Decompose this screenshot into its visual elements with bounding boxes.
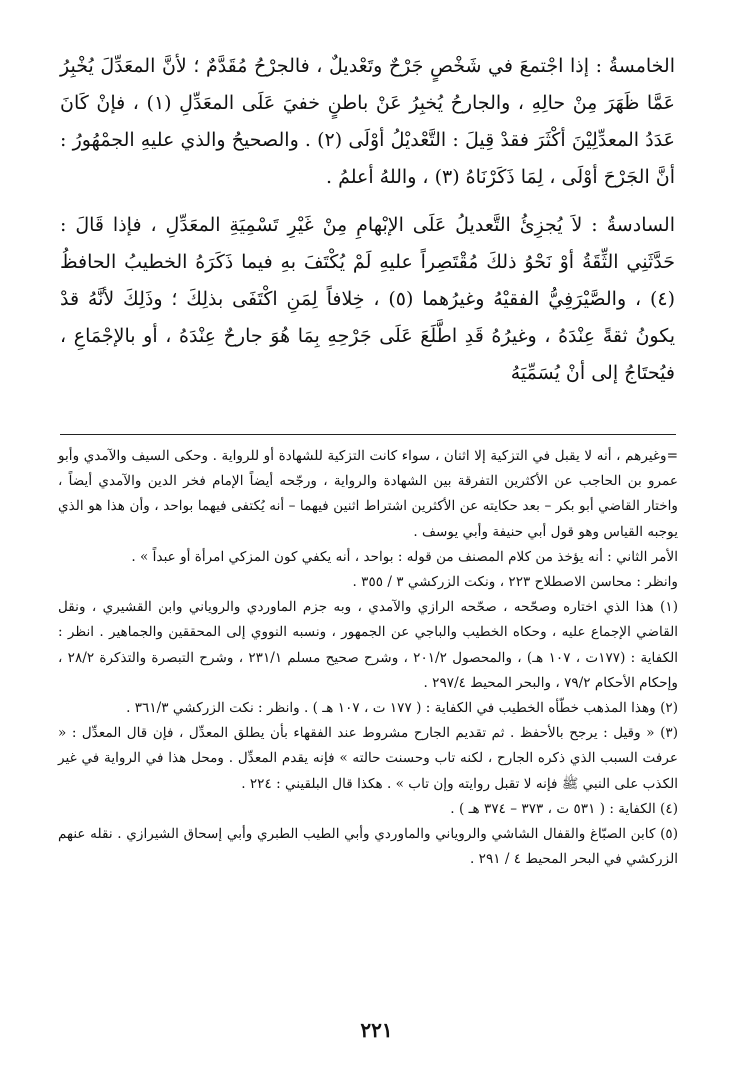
footnote-continuation: =وغيرهم ، أنه لا يقبل في التزكية إلا اثنان ، سواء كانت التزكية للشهادة أو للرواية . وحكى السيف والآمدي وأبو عمرو بن الحاجب عن الأكثرين التفرقة بين الشهادة والرواية ، ورجّحه أيضاً الإمام فخر الدين والآمدي أيضاً ، واختار القاضي أبو بكر – بعد حكايته عن الأكثرين اشتراط اثنين فيهما – أنه يُكتفى فيهما بواحد ، وأن هذا هو الذي يوجبه القياس وهو قول أبي حنيفة وأبي يوسف . [58, 448, 678, 540]
footnote-continuation-second-matter: الأمر الثاني : أنه يؤخذ من كلام المصنف من قوله : بواحد ، أنه يكفي كون المزكي امرأة أو عبداً » . [131, 548, 678, 565]
main-text [60, 48, 675, 392]
footnote-5: (٥) كابن الصبّاغ والقفال الشاشي والروياني والماوردي وأبي الطيب الطبري وأبي إسحاق الشيرازي . نقله عنهم الزركشي في البحر المحيط ٤ / ٢٩١ . [58, 826, 678, 868]
footnote-continuation-reference: وانظر : محاسن الاصطلاح ٢٢٣ ، ونكت الزركشي ٣ / ٣٥٥ . [352, 574, 678, 591]
paragraph-sixth: السادسةُ : لاَ يُجزِئُ التَّعديلُ عَلَى الإبْهامِ مِنْ غَيْرِ تَسْمِيَةِ المعَدِّلِ ، فإذا قَالَ : حَدَّثَنِي الثِّقَةُ أوْ نَحْوُ ذلكَ مُقْتَصِراً عليهِ لَمْ يُكْتَفَ بهِ فيما ذَكَرَهُ الخطيبُ الحافظُ (٤) ، والصَّيْرَفِيُّ الفقيْهُ وغيرُهما (٥) ، خِلافاً لِمَنِ اكْتَفَى بذلِكَ ؛ وذَلِكَ لأنَّهُ قدْ يكونُ ثقةً عِنْدَهُ ، وغيرُهُ قَدِ اطَّلَعَ عَلَى جَرْحِهِ بِمَا هُوَ جارحٌ عِنْدَهُ ، أو بالإجْمَاعِ ، فيُحتَاجُ إلى أنْ يُسَمِّيَهُ [60, 214, 675, 384]
paragraph-fifth: الخامسةُ : إذا اجْتمعَ في شَخْصٍ جَرْحٌ وتَعْديلٌ ، فالجرْحُ مُقَدَّمٌ ؛ لأنَّ المعَدِّلَ يُخْبِرُ عَمَّا ظَهَرَ مِنْ حالِهِ ، والجارحُ يُخبِرُ عَنْ باطنٍ خفيَ عَلَى المعَدِّلِ (١) ، فإنْ كَانَ عَدَدُ المعدِّلِيْنَ أكْثَرَ فقدْ قِيلَ : التَّعْديْلُ أوْلَى (٢) . والصحيحُ والذي عليهِ الجمْهُورُ : أنَّ الجَرْحَ أوْلَى ، لِمَا ذَكَرْنَاهُ (٣) ، واللهُ أعلمُ . [60, 55, 676, 188]
footnote-divider [60, 434, 676, 435]
footnote-3: (٣) « وقيل : يرجح بالأحفظ . ثم تقديم الجارح مشروط عند الفقهاء بأن يطلق المعدِّل ، فإن قال المعدِّل : « عرفت السبب الذي ذكره الجارح ، لكنه تاب وحسنت حالته » فإنه يقدم المعدِّل . ومحل هذا في الرواية في غير الكذب على النبي ﷺ فإنه لا تقبل روايته وإن تاب » . هكذا قال البلقيني : ٢٢٤ . [58, 725, 678, 792]
page-number: ٢٢١ [360, 1018, 393, 1042]
footnote-2: (٢) وهذا المذهب خطّأه الخطيب في الكفاية : ( ١٧٧ ت ، ١٠٧ هـ ) . وانظر : نكت الزركشي ٣٦١/٣ . [126, 700, 678, 717]
footnotes [58, 444, 678, 872]
footnote-1: (١) هذا الذي اختاره وصحّحه ، صحّحه الرازي والآمدي ، وبه جزم الماوردي والروياني وابن القشيري ، ونقل القاضي الإجماع عليه ، وحكاه الخطيب والباجي عن الجمهور ، ونسبه النووي إلى المحققين والجماهير . انظر : الكفاية : (١٧٧ت ، ١٠٧ هـ) ، والمحصول ٢٠١/٢ ، وشرح صحيح مسلم ٢٣١/١ ، وشرح التبصرة والتذكرة ٢٨/٢ ، وإحكام الأحكام ٧٩/٢ ، والبحر المحيط ٢٩٧/٤ . [58, 599, 679, 691]
footnote-4: (٤) الكفاية : ( ٥٣١ ت ، ٣٧٣ – ٣٧٤ هـ ) . [450, 800, 678, 817]
